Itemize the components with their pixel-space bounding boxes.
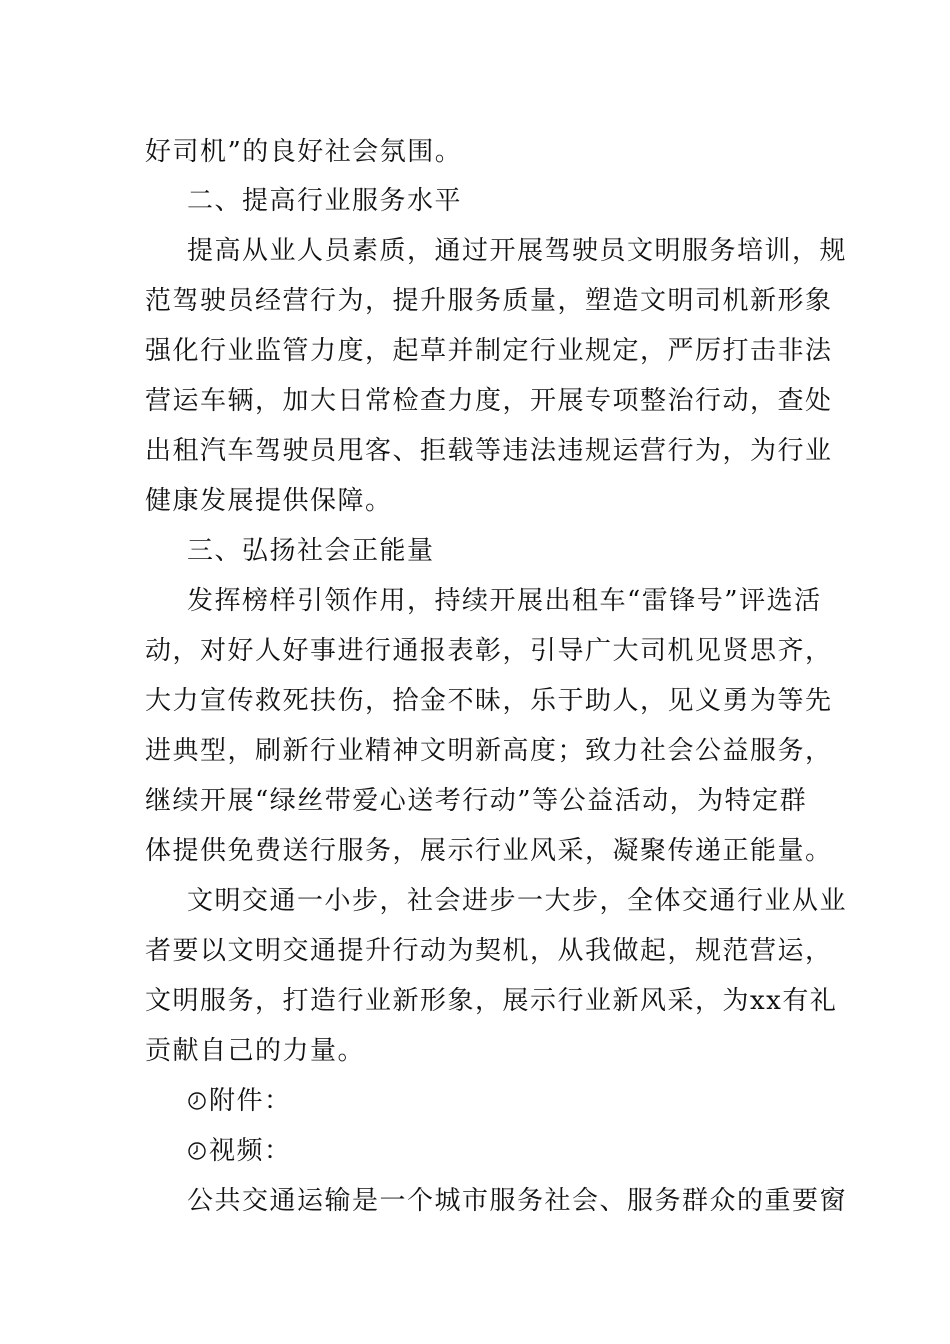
attachment-label: 附件： xyxy=(209,1086,292,1116)
paragraph-line: 继续开展“绿丝带爱心送考行动”等公益活动，为特定群 xyxy=(145,786,808,816)
video-label: 视频： xyxy=(209,1136,292,1166)
section-heading-2: 二、提高行业服务水平 xyxy=(187,186,463,216)
paragraph-line: 体提供免费送行服务，展示行业风采，凝聚传递正能量。 xyxy=(145,836,833,866)
paragraph-line: 大力宣传救死扶伤，拾金不昧，乐于助人，见义勇为等先 xyxy=(145,686,833,716)
paragraph-line: 者要以文明交通提升行动为契机，从我做起，规范营运， xyxy=(145,936,833,966)
clock-icon xyxy=(187,1091,207,1111)
paragraph-line: 文明服务，打造行业新形象，展示行业新风采，为xx有礼 xyxy=(145,986,838,1016)
paragraph-line: 进典型，刷新行业精神文明新高度；致力社会公益服务， xyxy=(145,736,833,766)
paragraph-line: 好司机”的良好社会氛围。 xyxy=(145,137,463,167)
paragraph-line: 动，对好人好事进行通报表彰，引导广大司机见贤思齐， xyxy=(145,636,833,666)
paragraph-line: 营运车辆，加大日常检查力度，开展专项整治行动，查处 xyxy=(145,386,833,416)
paragraph-line: 范驾驶员经营行为，提升服务质量，塑造文明司机新形象 xyxy=(145,286,833,316)
paragraph-line: 强化行业监管力度，起草并制定行业规定，严厉打击非法 xyxy=(145,336,833,366)
paragraph-line: 发挥榜样引领作用，持续开展出租车“雷锋号”评选活 xyxy=(187,586,822,616)
paragraph-line: 出租汽车驾驶员甩客、拒载等违法违规运营行为，为行业 xyxy=(145,436,833,466)
attachment-line xyxy=(187,1085,292,1117)
paragraph-line: 公共交通运输是一个城市服务社会、服务群众的重要窗 xyxy=(187,1186,848,1216)
paragraph-line: 贡献自己的力量。 xyxy=(145,1036,366,1066)
paragraph-line: 提高从业人员素质，通过开展驾驶员文明服务培训，规 xyxy=(187,236,848,266)
clock-icon xyxy=(187,1141,207,1161)
video-line xyxy=(187,1135,292,1167)
section-heading-3: 三、弘扬社会正能量 xyxy=(187,536,435,566)
paragraph-line: 文明交通一小步，社会进步一大步，全体交通行业从业 xyxy=(187,886,848,916)
paragraph-line: 健康发展提供保障。 xyxy=(145,486,393,516)
